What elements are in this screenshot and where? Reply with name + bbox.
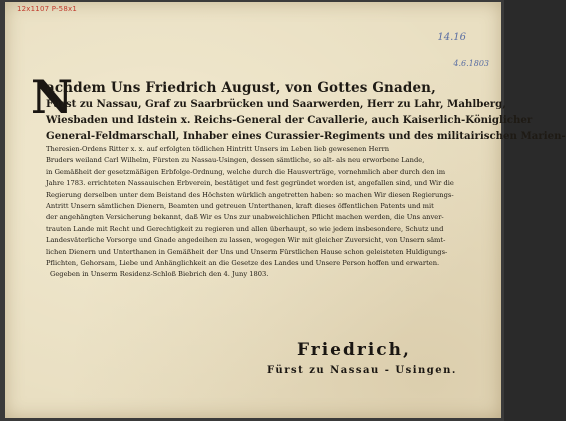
- body-line: der angehängten Versicherung bekannt, daß Wir es Uns zur unabweichlichen Pflicht machen werden, die Uns anver-: [46, 213, 444, 222]
- body-line: lichen Dienern und Unterthanen in Gemäßheit der Uns und Unserm Fürstlichen Hause schon geleisteten Huldigungs-: [46, 247, 448, 256]
- body-line: Pflichten, Gehorsam, Liebe und Anhänglichkeit an die Gesetze des Landes und Unsere Person hoffen und erwarten.: [46, 258, 440, 267]
- body-line: in Gemäßheit der gesetzmäßigen Erbfolge-Ordnung, welche durch die Hausverträge, vornehmlich aber durch den im: [46, 167, 446, 176]
- pencil-mark-number: 14.16: [437, 32, 466, 43]
- dropcap-initial: N: [31, 70, 74, 124]
- body-line: Regierung derselben unter dem Beistand des Höchsten würklich angetretten haben: so machen Wir diesen Regierungs-: [46, 190, 454, 199]
- body-line: Jahre 1783. errichteten Nassauischen Erbverein, bestätiget und fest gegründet worden ist, angefallen sind, und Wir die: [46, 179, 454, 188]
- body-line: trauten Lande mit Recht und Gerechtigkeit zu regieren und allen überhaupt, so wie jedem insbesondere, Schutz und: [46, 224, 444, 233]
- body-line: Theresien-Ordens Ritter x. x. auf erfolgten tödlichen Hintritt Unsers im Leben lieb gewesenen Herrn: [46, 145, 390, 153]
- pencil-mark-date: 4.6.1803: [453, 59, 489, 68]
- signature-title: Fürst zu Nassau - Usingen.: [267, 365, 457, 376]
- heading-line: Wiesbaden und Idstein x. Reichs-General der Cavallerie, auch Kaiserlich-Königlicher: [46, 114, 533, 126]
- body-line: Landesväterliche Vorsorge und Gnade angedeihen zu lassen, wogegen Wir mit gleicher Zuversicht, von Unsern sämt-: [46, 236, 446, 245]
- decree-page: [5, 2, 566, 418]
- heading-line: Fürst zu Nassau, Graf zu Saarbrücken und Saarwerden, Herr zu Lahr, Mahlberg,: [46, 98, 506, 110]
- archive-id-stamp: 12x1107 P-58x1: [17, 5, 77, 13]
- heading-line: General-Feldmarschall, Inhaber eines Curassier-Regiments und des militairischen Marien-: [46, 130, 566, 142]
- body-line: Gegeben in Unserm Residenz-Schloß Biebrich den 4. Juny 1803.: [50, 270, 269, 279]
- heading-line: achdem Uns Friedrich August, von Gottes Gnaden,: [46, 80, 437, 96]
- decree-text: [46, 80, 566, 281]
- body-line: Bruders weiland Carl Wilhelm, Fürsten zu Nassau-Usingen, dessen sämtliche, so alt- als neu erworbene Lande,: [46, 156, 425, 165]
- signature-name: Friedrich,: [297, 340, 411, 360]
- body-line: Antritt Unsern sämtlichen Dienern, Beamten und getreuen Unterthanen, kraft dieses öffentlichen Patents und mit: [46, 201, 434, 210]
